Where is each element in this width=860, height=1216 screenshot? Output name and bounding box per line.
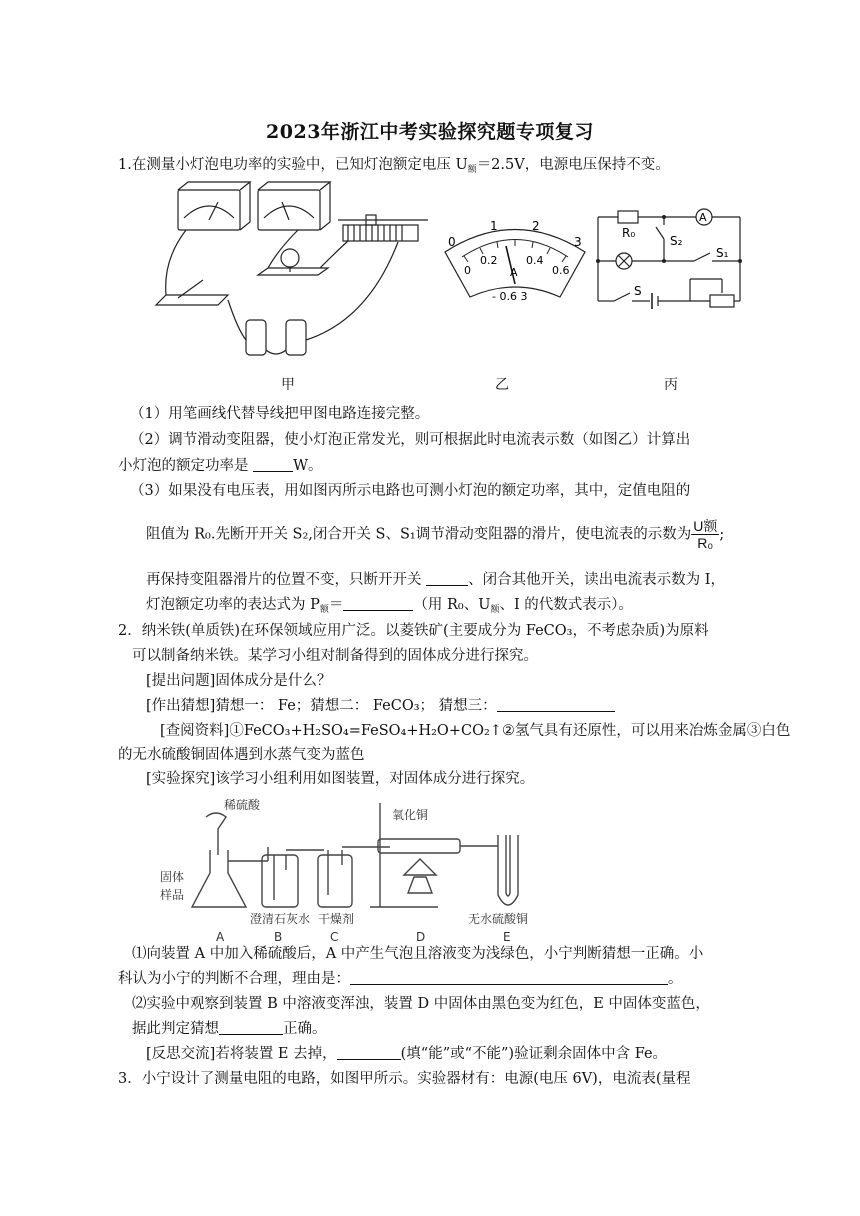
label-b: B	[274, 930, 283, 944]
q1-stem	[118, 155, 670, 180]
figure-yi-ammeter	[440, 212, 590, 317]
bottle-c	[318, 855, 352, 907]
label-s: S	[634, 284, 642, 298]
label-s1: S₁	[716, 246, 729, 260]
q2-line1: 2．纳米铁(单质铁)在环保领域应用广泛。以菱铁矿(主要成分为 FeCO₃，不考虑杂质)为原料	[118, 623, 709, 639]
q2-part2-line1: ⑵实验中观察到装置 B 中溶液变浑浊，装置 D 中固体由黑色变为红色，E 中固体变蓝色，	[132, 996, 710, 1012]
q1-part3-text-h: 、I 的代数式表示）。	[499, 597, 634, 613]
q2-hypothesis	[146, 696, 615, 716]
q1-part3-text-e: 灯泡额定功率的表达式为 P	[146, 597, 320, 613]
fig-label-yi: 乙	[495, 377, 509, 393]
label-limewater: 澄清石灰水	[250, 912, 311, 926]
fraction-denominator: R₀	[697, 535, 714, 551]
label-s2: S₂	[670, 234, 683, 248]
q2-reflection	[146, 1044, 667, 1064]
q1-part3-text-d: 、闭合其他开关，读出电流表示数为 I，	[468, 572, 725, 588]
meter-tick-0: 0	[448, 235, 456, 249]
q2-hypothesis-answer-blank	[219, 1020, 283, 1035]
meter-tick-small-0: 0	[464, 264, 471, 277]
meter-unit: A	[510, 266, 518, 279]
q1-p-sub: 额	[319, 605, 329, 615]
label-c: C	[330, 930, 339, 944]
q2-part1-end: 。	[668, 971, 683, 987]
q2-question: [提出问题]固体成分是什么？	[146, 673, 332, 689]
label-r0: R₀	[622, 226, 636, 240]
switch-s-lever	[614, 293, 630, 301]
q1-part2-line2	[118, 456, 323, 476]
tube-d	[378, 839, 460, 853]
q1-switch-blank	[426, 571, 468, 586]
q1-stem-text: 1.在测量小灯泡电功率的实验中，已知灯泡额定电压 U	[118, 157, 468, 173]
q1-part2-unit: W。	[293, 458, 323, 474]
q1-part3-text: 阻值为 R₀.先断开开关 S₂,闭合开关 S、S₁调节滑动变阻器的滑片，使电流表的示数为	[146, 526, 692, 543]
meter-tick-3: 3	[574, 235, 582, 249]
q2-reason-blank	[350, 970, 668, 985]
meter-tick-small-1: 0.2	[480, 254, 498, 267]
q2-reference-2: 的无水硫酸铜固体遇到水蒸气变为蓝色	[118, 747, 365, 763]
resistor-r0	[618, 211, 638, 223]
q2-part2-line2	[132, 1019, 327, 1039]
figure-jia-apparatus	[148, 180, 438, 365]
q2-part1-line2	[118, 969, 683, 989]
q2-reflection-text: [反思交流]若将装置 E 去掉，	[146, 1046, 337, 1062]
figure-apparatus	[158, 795, 598, 945]
label-d: D	[416, 930, 426, 944]
q2-part2-end: 正确。	[283, 1021, 327, 1037]
q1-part2-line1: （2）调节滑动变阻器，使小灯泡正常发光，则可根据此时电流表示数（如图乙）计算出	[130, 432, 691, 448]
label-sample-2: 样品	[160, 888, 185, 902]
meter-tick-1: 1	[490, 219, 498, 233]
q2-part1-text: 科认为小宁的判断不合理，理由是：	[118, 971, 350, 987]
fig-label-jia: 甲	[281, 377, 295, 393]
u-tube-e	[498, 835, 518, 905]
meter-tick-small-2: 0.4	[526, 254, 544, 267]
switch-s1-lever	[694, 253, 710, 261]
q1-part3-line4	[146, 595, 633, 620]
label-sample-1: 固体	[160, 870, 185, 884]
q2-hypothesis-blank	[497, 697, 615, 712]
label-acid: 稀硫酸	[224, 798, 261, 812]
q1-power-blank	[253, 457, 293, 472]
flask-a	[192, 850, 246, 907]
figure-bing-circuit	[594, 205, 744, 310]
q2-hypothesis-text: [作出猜想]猜想一： Fe；猜想二： FeCO₃； 猜想三：	[146, 698, 497, 714]
q3-line1: 3．小宁设计了测量电阻的电路，如图甲所示。实验器材有：电源(电压 6V)，电流表(量程	[118, 1071, 691, 1087]
q1-part3-text-g: （用 R₀、U	[413, 597, 491, 613]
fraction-tail: ;	[719, 526, 725, 543]
label-a: A	[699, 211, 707, 224]
q2-reflection-blank	[337, 1045, 401, 1060]
q1-part3-eq: ＝	[328, 597, 344, 613]
q1-u-sub: 额	[490, 605, 500, 615]
fig-label-bing: 丙	[664, 377, 678, 393]
meter-tick-small-3: 0.6	[552, 264, 570, 277]
page-title: 2023年浙江中考实验探究题专项复习	[266, 121, 594, 143]
q1-stem-sub: 额	[467, 165, 477, 175]
q2-line2: 可以制备纳米铁。某学习小组对制备得到的固体成分进行探究。	[132, 648, 538, 664]
label-cuo: 氧化铜	[392, 808, 429, 822]
q1-part3-line3	[146, 570, 725, 590]
q2-part1-line1: ⑴向装置 A 中加入稀硫酸后，A 中产生气泡且溶液变为浅绿色，小宁判断猜想一正确。小	[132, 946, 704, 962]
label-cuso4: 无水硫酸铜	[468, 912, 529, 926]
bottle-b	[262, 855, 298, 907]
q2-part2-text: 据此判定猜想	[132, 1021, 219, 1037]
rheostat-symbol	[710, 295, 734, 307]
label-drier: 干燥剂	[318, 912, 355, 926]
switch-s2-lever	[656, 227, 664, 239]
q2-experiment-intro: [实验探究]该学习小组利用如图装置，对固体成分进行探究。	[146, 771, 535, 787]
q1-part3-line2	[146, 518, 724, 551]
meter-terminals: - 0.6 3	[492, 290, 528, 303]
q1-part2-text: 小灯泡的额定功率是	[118, 458, 249, 474]
meter-tick-2: 2	[532, 219, 540, 233]
q1-expression-blank	[343, 596, 413, 611]
q1-part1: （1）用笔画线代替导线把甲图电路连接完整。	[130, 406, 430, 422]
q1-part3-text-c: 再保持变阻器滑片的位置不变，只断开开关	[146, 572, 422, 588]
label-e: E	[503, 930, 511, 944]
fraction-numerator: U额	[693, 518, 718, 534]
label-a: A	[216, 930, 225, 944]
q2-reference-1: [查阅资料]①FeCO₃+H₂SO₄=FeSO₄+H₂O+CO₂↑②氢气具有还原性，可以用来冶炼金属③白色	[160, 723, 791, 739]
q1-stem-text-end: ＝2.5V，电源电压保持不变。	[476, 157, 670, 173]
current-fraction	[691, 518, 719, 551]
q2-reflection-end: (填“能”或“不能”)验证剩余固体中含 Fe。	[400, 1046, 668, 1062]
q1-part3-line1: （3）如果没有电压表，用如图丙所示电路也可测小灯泡的额定功率，其中，定值电阻的	[130, 483, 691, 499]
